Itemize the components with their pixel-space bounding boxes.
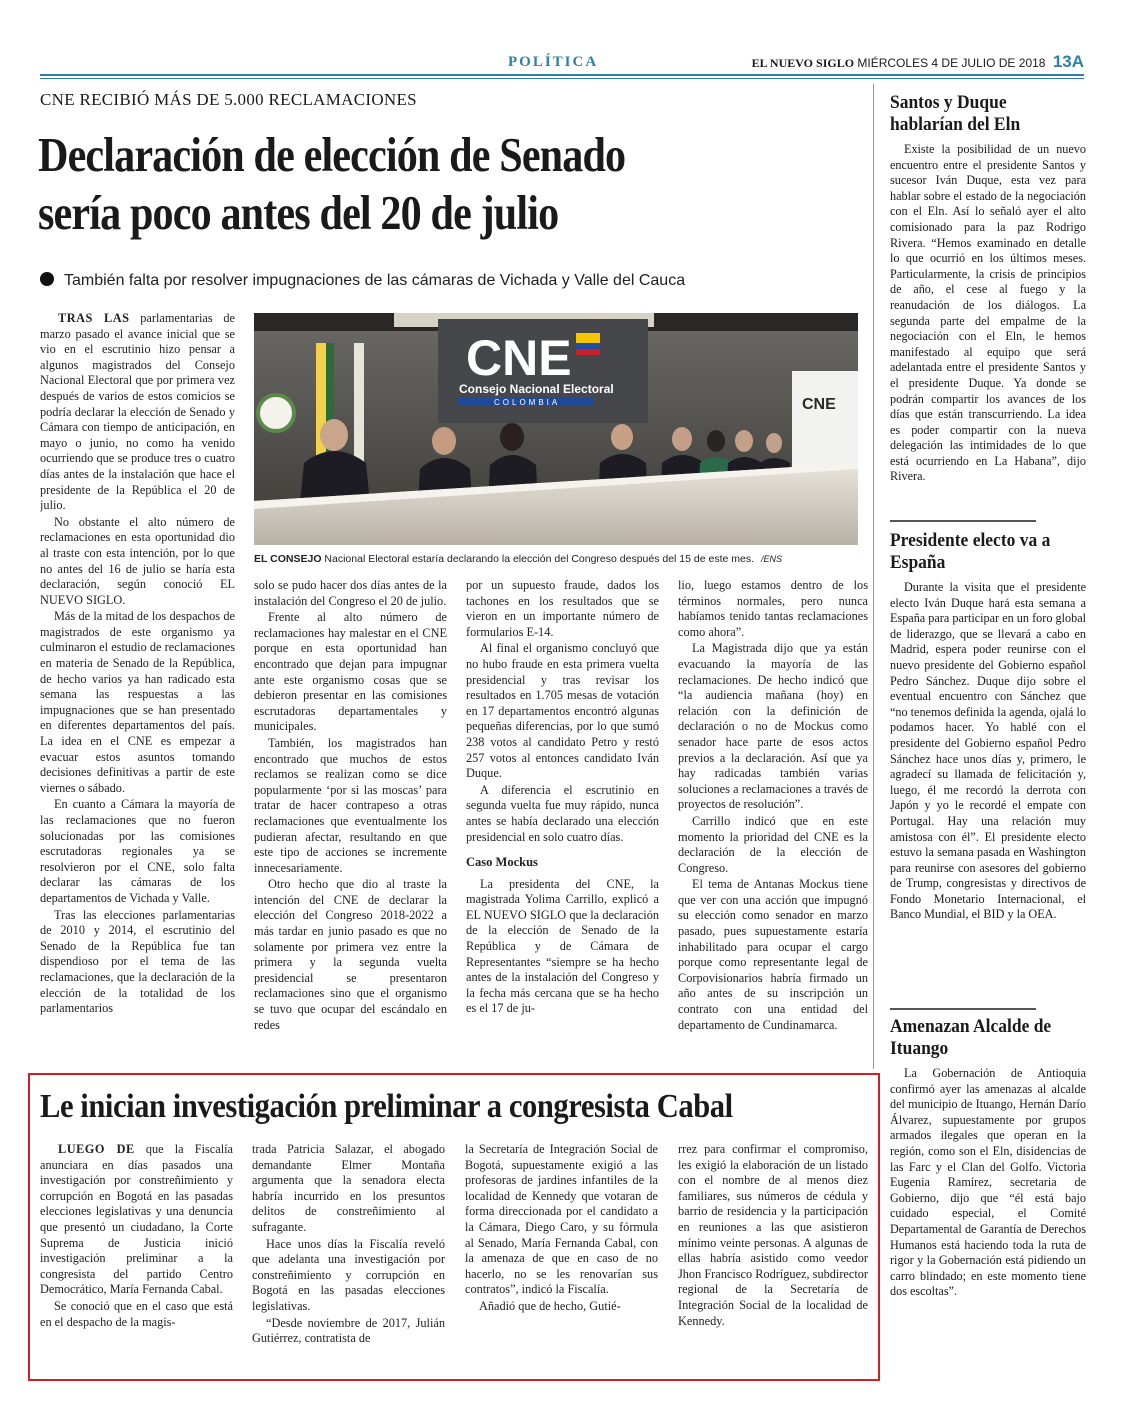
paragraph: Carrillo indicó que en este momento la prioridad del CNE es la declaración de la elección de Congreso. [678,813,868,875]
page-number: 13A [1052,52,1084,71]
paragraph: lio, luego estamos dentro de los términos normales, pero nunca habíamos tenido tantas reclamaciones como ahora”. [678,578,868,639]
story-column-2 [254,578,447,1056]
brief-body: Durante la visita que el presidente electo Iván Duque hará esta semana a España para participar en un foro global de liderazgo, que se llevará a cabo en Madrid, espera poder reunirse con el nuevo presidente del Gobierno español Pedro Sánchez. Duque dijo sobre el eventual encuentro con Sánchez que “no tenemos definida la agenda, ojalá lo podamos hacer. Yo hablé con el presidente del Gobierno español Pedro Sánchez hace unos días y, primero, le agradecí su llamada de felicitación y, luego, él me recordó la derrota con Japón y yo le recordé el empate con Portugal. Hay una relación muy amistosa con él”. El presidente electo estuvo la semana pasada en Washington para reunirse con asesores del gobierno de Trump, congresistas y directivos de Fondo Monetario Internacional, el Banco Mundial, el BID y la OEA. [890,580,1086,922]
paragraph: La presidenta del CNE, la magistrada Yolima Carrillo, explicó a EL NUEVO SIGLO que la declaración de la elección de Senado de la República y de Cámara de Representantes “siempre se ha hecho antes de la instalación del Congreso y la fecha más cercana que se ha hecho es el 17 de ju- [466,876,659,1016]
paragraph: Añadió que de hecho, Gutié- [479,1298,621,1313]
subhead: Caso Mockus [466,855,538,870]
brief-divider [890,520,1036,522]
brief-title: Amenazan Alcalde de Ituango [890,1016,1052,1059]
story-kicker: CNE RECIBIÓ MÁS DE 5.000 RECLAMACIONES [40,90,417,109]
paragraph: por un supuesto fraude, dados los tachones en los resultados que se vieron en un importante número de formularios E-14. [466,578,659,639]
summary-text: También falta por resolver impugnaciones de las cámaras de Vichada y Valle del Cauca [64,272,686,289]
brief-divider [890,1008,1036,1010]
paragraph: Otro hecho que dio al traste la intención del CNE de declarar la elección del Congreso 2018-2022 a más tardar en junio pasado es que no solamente por primera vez entre la primera y la segunda vuelta presidencial se presentaron reclamaciones sino que el organismo se tuvo que ocupar del escándalo en redes [254,877,447,1032]
headline-line-2: sería poco antes del 20 de julio [38,185,559,240]
photo-credit: /ENS [760,554,782,564]
paragraph: Hace unos días la Fiscalía reveló que adelanta una investigación por constreñimiento y corrupción en Bogotá en las pasadas elecciones legislativas. [252,1236,445,1313]
boxed-story-headline: Le inician investigación preliminar a congresista Cabal [40,1088,733,1125]
paragraph: Se conoció que en el caso que está en el despacho de la magis- [40,1298,233,1329]
cne-logo-country: COLOMBIA [494,398,561,407]
boxed-column-2 [252,1142,445,1367]
page-header-info [752,52,1084,72]
header-rule [40,74,1084,76]
paragraph: Frente al alto número de reclamaciones hay malestar en el CNE porque en esta oportunidad han encontrado que dejan para impugnar ante este organismo cosas que se debieron presentar en las comisiones escrutadoras departamentales y municipales. [254,610,447,734]
story-column-3 [466,578,659,1056]
paragraph: El tema de Antanas Mockus tiene que ver con una acción que impugnó su elección como senador en marzo pasado, pues supuestamente estaría inhabilitado para ocupar el cargo porque como representante legal de Corpovisionarios habría firmado un año antes de su inscripción un contrato con una entidad del departamento de Cundinamarca. [678,877,868,1032]
brief-body: La Gobernación de Antioquia confirmó ayer las amenazas al alcalde del municipio de Ituango, Hernán Darío Álvarez, supuestamente por grupos armados ilegales que operan en la región, como son el Eln, disidencias de las Farc y el Clan del Golfo. Victoria Eugenia Ramírez, secretaria de Gobierno, dijo que “él está bajo cuidado especial, el Comité Departamental de Garantía de Derechos Humanos está haciendo toda la ruta de rigor y la Gobernación está pidiendo un carro blindado; en este momento tiene dos escoltas”. [890,1066,1086,1299]
brief-ituango [890,1016,1086,1366]
brief-presidente-espana [890,530,1086,1020]
cne-logo-text: CNE [466,330,572,386]
boxed-column-3 [465,1142,658,1367]
paragraph: Tras las elecciones parlamentarias de 2010 y 2014, el escrutinio del Senado de la República fue tan dispendioso por el tema de las reclamaciones, que la declaración de la elección de la totalidad de los parlamentarios [40,907,235,1016]
cne-meeting-photo [254,313,858,545]
paragraph: Más de la mitad de los despachos de magistrados de este organismo ya culminaron el estudio de reclamaciones en materia de Senado de la República, de hecho varios ya han radicado esta semana las respuestas a las impugnaciones que se han presentado en diferentes departamentos del país. La idea en el CNE es empezar a evacuar estos asuntos tomando decisiones definitivas a partir de este viernes o sábado. [40,609,235,795]
caption-lead: EL CONSEJO [254,553,322,565]
photo-caption [254,553,858,565]
caption-text: Nacional Electoral estaría declarando la elección del Congreso después del 15 de este mes. [324,553,755,565]
lead-in: TRAS LAS [58,311,130,325]
paragraph: trada Patricia Salazar, el abogado demandante Elmer Montaña argumenta que la senadora electa habría incurrido en los presuntos delitos de constreñimiento al sufragante. [252,1142,445,1234]
paragraph: rrez para confirmar el compromiso, les exigió la elaboración de un listado con el nombre de al menos diez familiares, sus números de cédula y barrio de residencia y la participación en reuniones a las que asistieron mínimo veinte personas. A algunas de ellas habría asistido como veedor Jhon Francisco Rodríguez, subdirector regional de la Secretaría de Integración Social de la localidad de Kennedy. [678,1142,868,1328]
cne-logo-subtitle: Consejo Nacional Electoral [459,382,614,396]
brief-title: Santos y Duque hablarían del Eln [890,92,1021,135]
issue-date: MIÉRCOLES 4 DE JULIO DE 2018 [857,56,1046,70]
paragraph: La Magistrada dijo que ya están evacuando la mayoría de las reclamaciones. De hecho indicó que “la audiencia mañana (hoy) en relación con la definición de declaración o no de Mockus como senador hace parte de esos actos previos a la declaración. Así que ya hay radicadas también varias soluciones a reclamaciones a través de proyectos de resolución”. [678,641,868,812]
story-summary [40,272,685,290]
boxed-column-1 [40,1142,233,1367]
svg-text:CNE: CNE [802,396,836,413]
paragraph: parlamentarias de marzo pasado el avance inicial que se vio en el escrutinio hizo pensar a algunos magistrados del Consejo Nacional Electoral que por primera vez después de varios de estos comicios se podría declarar la elección de Senado y Cámara con tiempo de anticipación, en mayo o junio, no como ha venido ocurriendo que se produce tres o cuatro días antes de la instalación que hace el presidente de la República el 20 de julio. [40,311,235,513]
paragraph: que la Fiscalía anunciara en días pasados una investigación por constreñimiento y corrupción en Bogotá en las pasadas elecciones legislativas y una denuncia que presentó un ciudadano, la Corte Suprema de Justicia inició investigación preliminar a la congresista del partido Centro Democrático, María Fernanda Cabal. [40,1142,233,1297]
paragraph: “Desde noviembre de 2017, Julián Gutiérrez, contratista de [252,1315,445,1346]
paragraph: A diferencia el escrutinio en segunda vuelta fue muy rápido, nunca antes se había declarado una elección presidencial en solo cuatro días. [466,782,659,844]
header-rule-thin [40,78,1084,79]
brief-santos-duque [890,92,1086,512]
paragraph: la Secretaría de Integración Social de Bogotá, supuestamente exigió a las profesoras de jardines infantiles de la localidad de Kennedy que votaran de forma direccionada por el candidato a la Cámara, Diego Caro, y su fórmula al Senado, María Fernanda Cabal, con la amenaza de que en caso de no hacerlo, no se les renovarían sus contratos”, indicó la Fiscalía. [465,1142,658,1297]
story-column-1 [40,311,235,1057]
story-photo [254,313,858,545]
column-rule [873,84,874,1069]
headline-line-1: Declaración de elección de Senado [38,127,626,182]
boxed-column-4 [678,1142,868,1367]
story-headline [38,126,864,242]
bullet-icon [40,272,54,286]
brief-body: Existe la posibilidad de un nuevo encuentro entre el presidente Santos y sucesor Iván Duque, esta vez para hablar sobre el estado de la negociación con el Eln. Así lo señaló ayer el alto comisionado para la paz Rodrigo Rivera. “Hemos examinado en detalle lo que ocurrió en los últimos meses. Particularmente, la crisis de principios de año, el cese al fuego y la reanudación de los diálogos. La segunda parte del empalme de la negociación con el Eln, le hemos manifestado al equipo que será adelantada entre el presidente Santos y el presidente Duque. Ya donde se podrán compartir los avances de los días que están transcurriendo. La idea es poder compartir con la nueva delegación las intimidades de lo que está ocurriendo en La Habana”, dijo Rivera. [890,142,1086,484]
lead-in: LUEGO DE [58,1142,135,1156]
story-column-4 [678,578,868,1056]
paragraph: No obstante el alto número de reclamaciones en esta oportunidad dio al traste con esta intención, por lo que no antes del 16 de julio se haría esta declaración, según conoció EL NUEVO SIGLO. [40,514,235,607]
brief-title: Presidente electo va a España [890,530,1051,573]
paragraph: En cuanto a Cámara la mayoría de las reclamaciones que no fueron solucionadas por las comisiones escrutadoras regionales ya se resolvieron por el CNE, solo falta declarar las cámaras de los departamentos de Vichada y Valle. [40,797,235,905]
publication-name: EL NUEVO SIGLO [751,56,855,70]
paragraph: Al final el organismo concluyó que no hubo fraude en esta primera vuelta presidencial y tras revisar los resultados en 1.705 mesas de votación en 17 departamentos encontró algunas pequeñas diferencias, por lo que sumó 238 votos al candidato Petro y restó 257 votos al entonces candidato Iván Duque. [466,641,659,781]
paragraph: También, los magistrados han encontrado que muchos de estos reclamos se realizan como se dice popularmente ‘por si las moscas’ para tratar de hacer contrapeso a otras reclamaciones que eventualmente los pudieran afectar, resultando en que este tipo de acciones se incremente innecesariamente. [254,735,447,875]
paragraph: solo se pudo hacer dos días antes de la instalación del Congreso el 20 de julio. [254,578,447,608]
section-label: POLÍTICA [508,54,599,70]
